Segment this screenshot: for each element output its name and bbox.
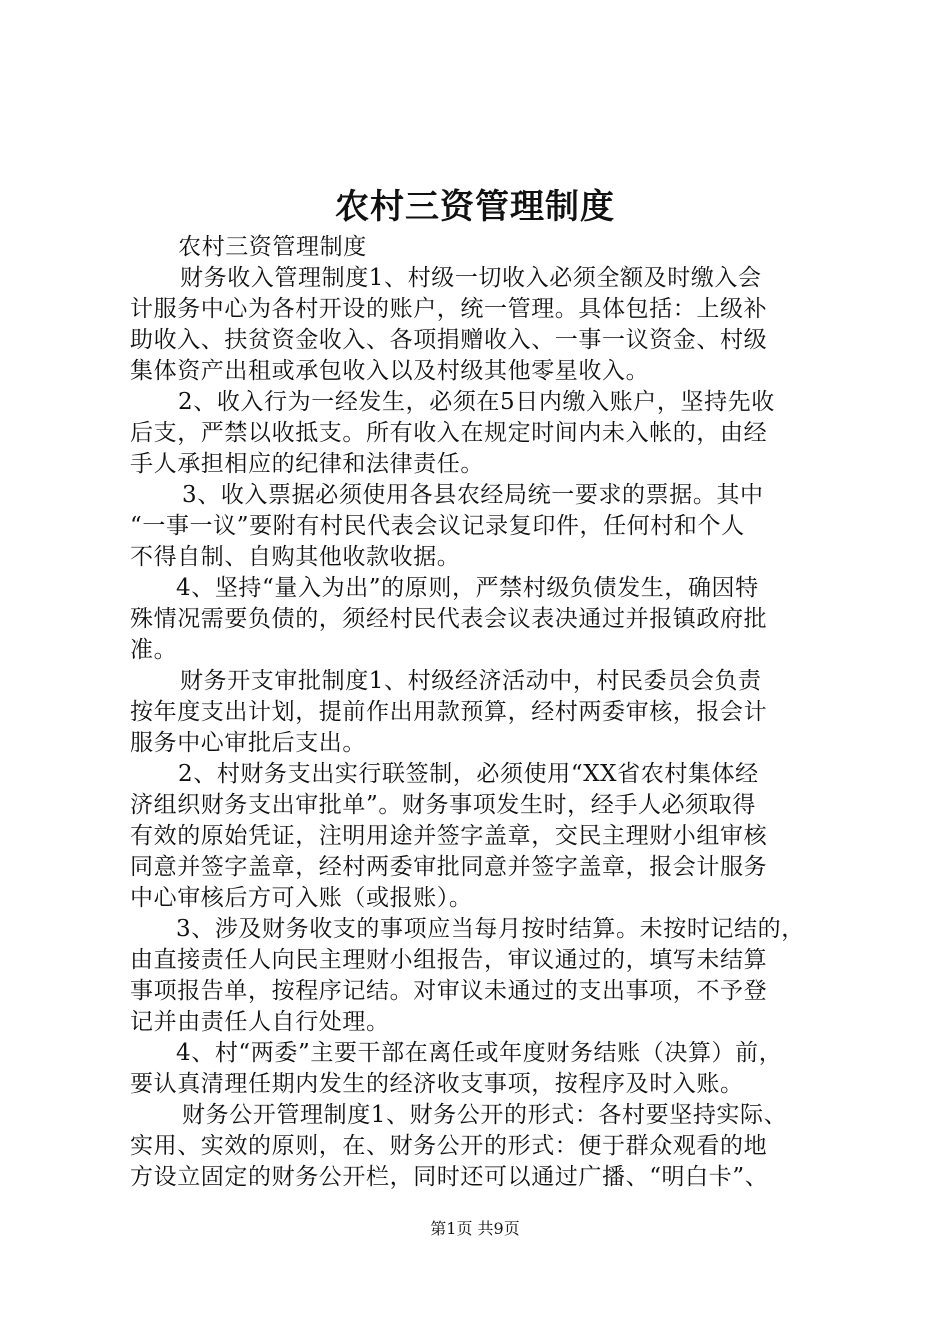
body-line: “一事一议”要附有村民代表会议记录复印件，任何村和个人 [130,513,745,539]
body-line: 由直接责任人向民主理财小组报告，审议通过的，填写未结算 [130,947,768,973]
body-line: 4、坚持“量入为出”的原则，严禁村级负债发生，确因特 [176,575,759,601]
document-title: 农村三资管理制度 [335,187,615,227]
document-body [130,232,830,1193]
body-line: 计服务中心为各村开设的账户，统一管理。具体包括：上级补 [130,296,768,322]
body-line: 服务中心审批后支出。 [130,730,366,756]
body-line: 农村三资管理制度 [178,234,367,260]
body-line: 3、涉及财务收支的事项应当每月按时结算。未按时记结的， [176,916,805,942]
body-line: 济组织财务支出审批单”。财务事项发生时，经手人必须取得 [130,792,756,818]
body-line: 助收入、扶贫资金收入、各项捐赠收入、一事一议资金、村级 [130,327,768,353]
body-line: 财务公开管理制度1、财务公开的形式：各村要坚持实际、 [182,1102,788,1128]
body-line: 财务开支审批制度1、村级经济活动中，村民委员会负责 [180,668,762,694]
body-line: 财务收入管理制度1、村级一切收入必须全额及时缴入会 [180,265,762,291]
body-line: 同意并签字盖章，经村两委审批同意并签字盖章，报会计服务 [130,854,768,880]
body-line: 2、村财务支出实行联签制，必须使用“XX省农村集体经 [178,761,759,787]
body-line: 事项报告单，按程序记结。对审议未通过的支出事项，不予登 [130,978,768,1004]
body-line: 记并由责任人自行处理。 [130,1009,390,1035]
body-line: 4、村“两委”主要干部在离任或年度财务结账（决算）前， [176,1040,783,1066]
body-line: 不得自制、自购其他收款收据。 [130,544,461,570]
body-line: 2、收入行为一经发生，必须在5日内缴入账户，坚持先收 [178,389,775,415]
body-line: 中心审核后方可入账（或报账）。 [130,885,473,911]
body-line: 方设立固定的财务公开栏，同时还可以通过广播、“明白卡”、 [130,1164,769,1190]
body-line: 按年度支出计划，提前作出用款预算，经村两委审核，报会计 [130,699,768,725]
body-line: 实用、实效的原则，在、财务公开的形式：便于群众观看的地 [130,1133,768,1159]
body-line: 集体资产出租或承包收入以及村级其他零星收入。 [130,358,650,384]
body-line: 有效的原始凭证，注明用途并签字盖章，交民主理财小组审核 [130,823,768,849]
body-line: 手人承担相应的纪律和法律责任。 [130,451,484,477]
body-line: 3、收入票据必须使用各县农经局统一要求的票据。其中 [182,482,764,508]
body-line: 要认真清理任期内发生的经济收支事项，按程序及时入账。 [130,1071,744,1097]
page-number-footer: 第1页 共9页 [430,1219,520,1238]
body-line: 殊情况需要负债的，须经村民代表会议表决通过并报镇政府批 [130,606,768,632]
body-line: 后支，严禁以收抵支。所有收入在规定时间内未入帐的，由经 [130,420,768,446]
body-line: 准。 [130,637,178,663]
